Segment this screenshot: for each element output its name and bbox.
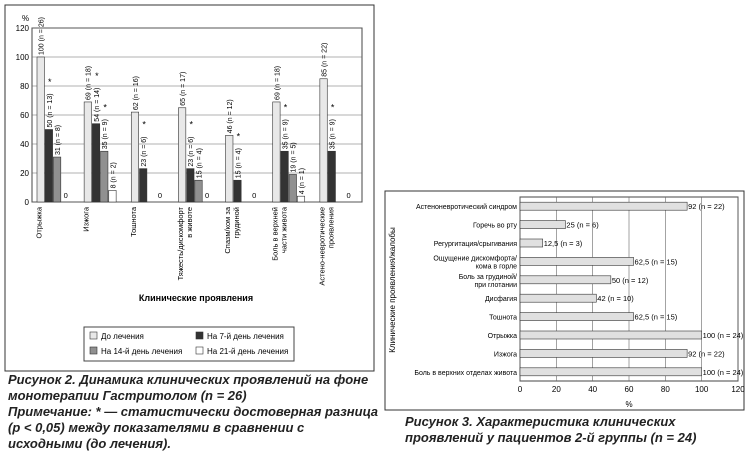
bar [289, 174, 296, 202]
bar-value-label: 62,5 (n = 15) [634, 312, 678, 322]
x-tick-label: 20 [551, 385, 561, 394]
x-tick-label: 120 [731, 385, 745, 394]
y-tick-label: 80 [20, 82, 29, 91]
figure-3-y-axis-title: Клинические проявления/жалобы [388, 227, 397, 353]
bar-value-label: 15 (n = 4) [196, 148, 204, 179]
figure-3-x-unit: % [625, 400, 633, 409]
significance-mark: * [142, 119, 146, 130]
y-tick-label: 0 [24, 198, 29, 207]
category-label: Боль в верхних отделах живота [414, 369, 517, 377]
bar-value-label: 4 (n = 1) [298, 167, 306, 195]
bar-value-label: 100 (n = 24) [702, 331, 744, 340]
legend-swatch [90, 332, 97, 339]
bar-value-label: 62,5 (n = 15) [634, 257, 678, 267]
y-tick-label: 60 [20, 111, 29, 120]
x-tick-label: 40 [588, 385, 598, 394]
legend-swatch [196, 347, 203, 354]
bar-value-label: 23 (n = 6) [188, 136, 196, 167]
figure-3-chart [384, 190, 746, 412]
bar [139, 169, 146, 202]
bar-value-label: 12,5 (n = 3) [543, 239, 583, 248]
figure-2-y-unit: % [22, 14, 30, 23]
significance-mark: * [330, 102, 335, 113]
bar-value-label: 35 (n = 9) [102, 119, 110, 150]
bar [273, 102, 280, 202]
category-label: Регургитация/срыгивания [433, 241, 517, 248]
category-label: Тошнота [489, 314, 517, 322]
bar [131, 112, 138, 202]
bar-value-label: 0 [63, 191, 68, 200]
bar-value-label: 0 [205, 191, 210, 200]
bar-value-label: 25 (n = 6) [566, 220, 599, 230]
bar [45, 130, 52, 203]
x-tick-label: 80 [660, 385, 670, 394]
category-label: Астеноневротический синдром [415, 204, 517, 212]
legend-label: На 14-й день лечения [101, 347, 183, 356]
bar-value-label: 50 (n = 13) [46, 93, 54, 128]
bar [520, 276, 611, 284]
legend-swatch [90, 347, 97, 354]
bar [520, 202, 687, 210]
bar [37, 57, 44, 202]
category-label: Боль за грудиной/ при глотании [458, 273, 517, 289]
category-label: Изжога [493, 351, 517, 359]
bar [520, 257, 634, 265]
bar [178, 108, 185, 202]
bar-value-label: 92 (n = 22) [688, 349, 725, 359]
bar [520, 221, 565, 229]
bar [92, 124, 99, 202]
bar [520, 239, 543, 247]
bar [101, 151, 108, 202]
x-tick-label: 60 [624, 385, 634, 394]
x-tick-label: 0 [517, 385, 523, 394]
y-tick-label: 40 [20, 140, 29, 149]
category-label: Отрыжка [34, 207, 44, 239]
legend-label: До лечения [101, 332, 144, 341]
bar-value-label: 65 (n = 17) [180, 71, 188, 106]
category-label: Изжога [81, 207, 91, 232]
legend-swatch [196, 332, 203, 339]
y-tick-label: 120 [15, 24, 29, 33]
bar-value-label: 19 (n = 5) [290, 142, 298, 173]
bar [520, 368, 702, 376]
bar-value-label: 69 (n = 18) [274, 65, 282, 100]
y-tick-label: 100 [15, 53, 29, 62]
bar-value-label: 23 (n = 6) [141, 136, 149, 167]
bar-value-label: 35 (n = 9) [282, 119, 290, 150]
category-label: Дисфагия [484, 296, 517, 304]
category-label: Тяжесть/дискомфортв животе [176, 207, 194, 281]
bar-value-label: 0 [157, 191, 163, 200]
y-tick-label: 20 [20, 169, 29, 178]
significance-mark: * [236, 131, 241, 142]
bar-value-label: 0 [252, 191, 257, 200]
category-label: Тошнота [128, 207, 138, 237]
figure-3-caption-title: Рисунок 3. Характеристика клинических проявлений у пациентов 2-й группы (n = 24) [405, 414, 697, 445]
bar [520, 313, 634, 321]
significance-mark: * [103, 102, 107, 113]
significance-mark: * [48, 77, 52, 87]
category-label: Ощущение дискомфорта/ кома в горле [433, 255, 517, 271]
bar-value-label: 85 (n = 22) [321, 42, 329, 77]
bar-value-label: 8 (n = 2) [110, 162, 118, 189]
bar-value-label: 50 (n = 12) [611, 275, 649, 285]
significance-mark: * [283, 102, 288, 113]
figure-2-caption-title: Рисунок 2. Динамика клинических проявлений на фоне монотерапии Гастритолом (n = 26) [8, 372, 369, 403]
bar [520, 349, 687, 357]
bar [226, 135, 233, 202]
bar-value-label: 35 (n = 9) [329, 119, 337, 150]
bar-value-label: 62 (n = 16) [132, 76, 140, 111]
figure-2-x-axis-title: Клинические проявления [138, 293, 254, 303]
x-tick-label: 100 [694, 385, 709, 394]
bar [187, 169, 194, 202]
bar-value-label: 0 [346, 191, 351, 200]
bar [234, 180, 241, 202]
category-label: Астено-невротическиепроявления [317, 207, 336, 286]
legend-label: На 21-й день лечения [207, 347, 289, 356]
bar-value-label: 100 (n = 26) [38, 17, 46, 55]
category-label: Боль в верхнейчасти живота [270, 207, 289, 261]
figure-2-chart [4, 4, 376, 376]
bar [281, 151, 288, 202]
significance-mark: * [95, 71, 99, 82]
category-label: Отрыжка [487, 333, 517, 340]
bar-value-label: 54 (n = 14) [93, 87, 101, 122]
figure-3-caption [405, 414, 745, 446]
figure-2-caption-note: Примечание: * — статистически достоверная разница (р < 0,05) между показателями в сравнении с исходными (до лечения). [8, 404, 379, 451]
bar-value-label: 92 (n = 22) [688, 202, 725, 212]
bar-value-label: 15 (n = 4) [235, 148, 243, 179]
category-label: Горечь во рту [472, 222, 517, 230]
bar [520, 294, 596, 302]
bar [320, 79, 327, 202]
bar [195, 180, 202, 202]
bar-value-label: 31 (n = 8) [55, 124, 62, 156]
bar-value-label: 42 (n = 10) [597, 294, 634, 304]
bar [328, 151, 335, 202]
significance-mark: * [189, 119, 193, 130]
category-label: Спазм/ком загрудиной [223, 207, 242, 254]
bar [84, 102, 91, 202]
legend-label: На 7-й день лечения [207, 332, 284, 341]
bar [520, 331, 702, 339]
bar-value-label: 69 (n = 18) [85, 65, 93, 100]
figure-2-caption [8, 372, 380, 452]
bar [297, 196, 304, 202]
bar [53, 157, 60, 202]
bar [109, 190, 116, 202]
bar-value-label: 100 (n = 24) [702, 367, 744, 377]
bar-value-label: 46 (n = 12) [227, 99, 235, 134]
